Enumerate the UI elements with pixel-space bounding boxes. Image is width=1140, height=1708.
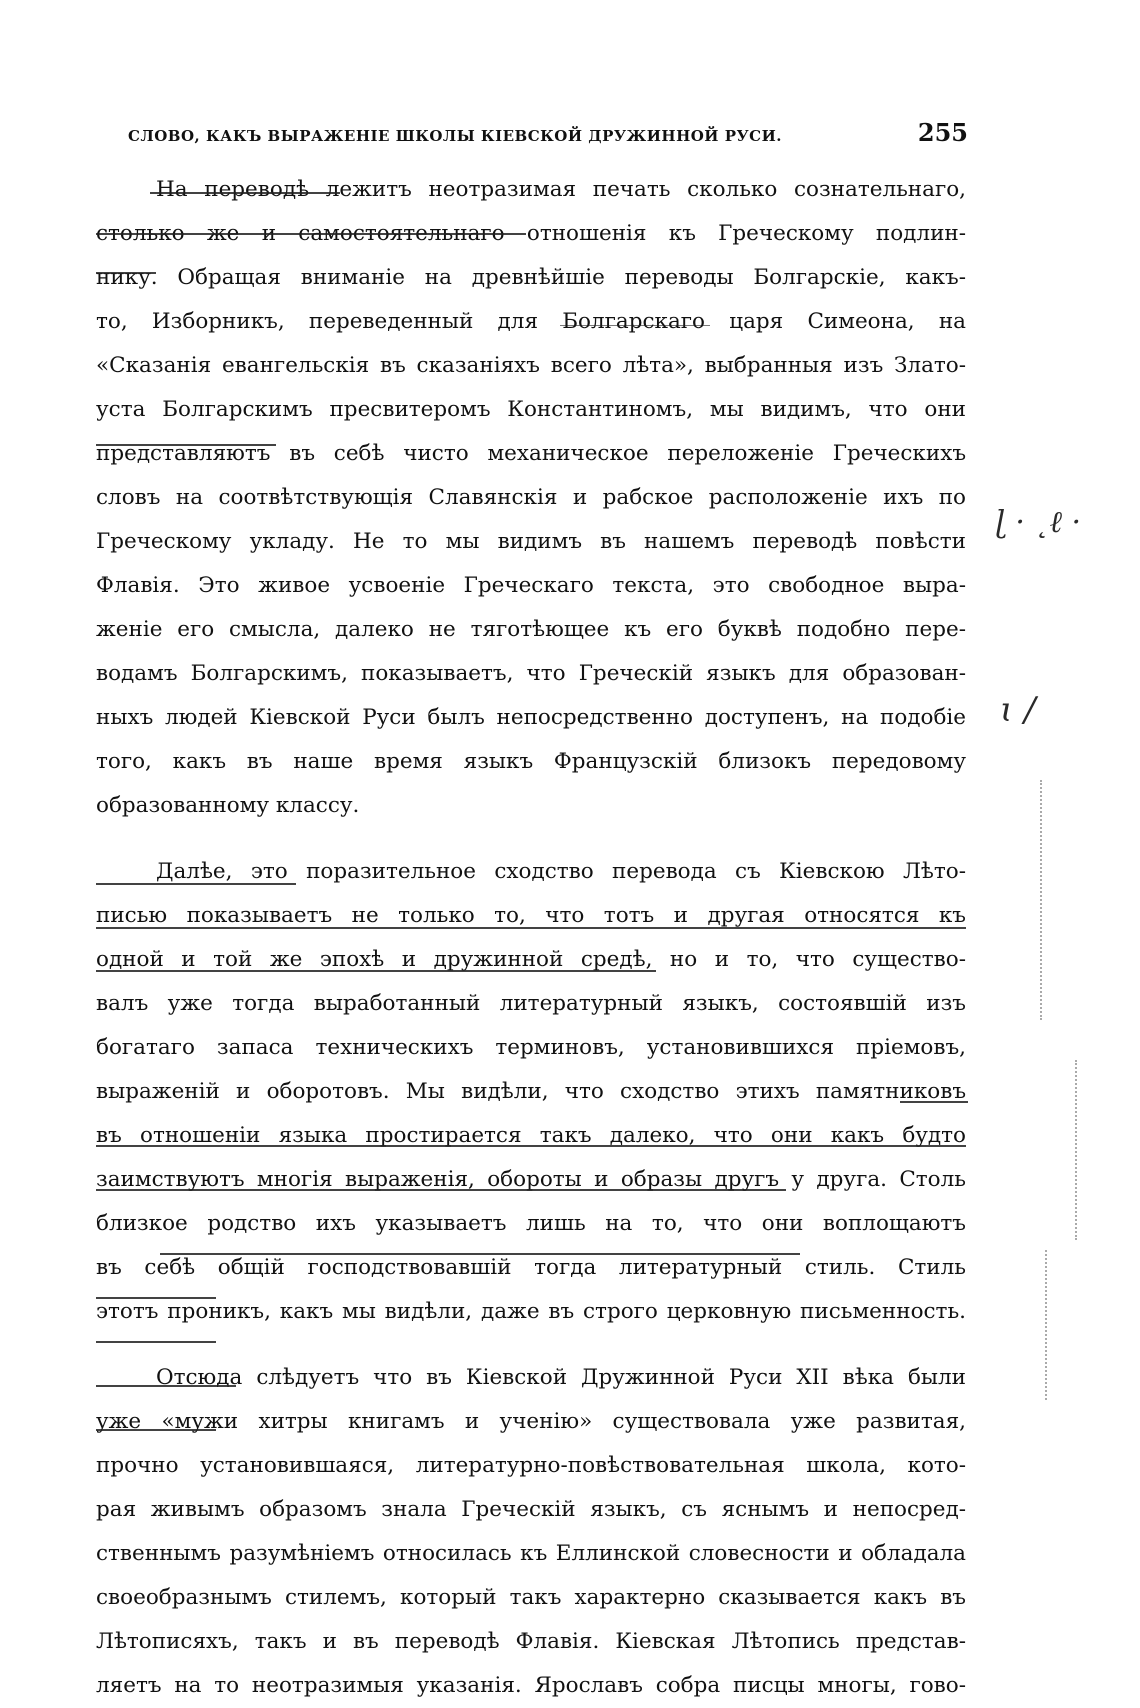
text-line: Лѣтописяхъ, такъ и въ переводѣ Флавія. Кіевская Лѣтопись представ- [96, 1629, 966, 1654]
text-line: словъ на соотвѣтствующія Славянскія и рабское расположеніе ихъ по [96, 485, 966, 510]
text-line: одной и той же эпохѣ и дружинной средѣ, но и то, что существо- [96, 947, 966, 972]
body-text [96, 168, 966, 1708]
paragraph-2 [96, 850, 966, 1334]
pencil-underline [96, 1189, 786, 1191]
text-line: прочно установившаяся, литературно-повѣствовательная школа, кото- [96, 1453, 966, 1478]
text-line: столько же и самостоятельнаго отношенія къ Греческому подлин- [96, 221, 966, 246]
pencil-underline [96, 1385, 236, 1387]
pencil-underline [96, 1429, 216, 1431]
text-line: нику. Обращая вниманіе на древнѣйшіе переводы Болгарскіе, какъ- [96, 265, 966, 290]
pencil-underline [150, 192, 340, 194]
pencil-underline [96, 1145, 966, 1147]
pencil-underline [160, 1253, 800, 1255]
pencil-underline [96, 970, 656, 972]
text-line: женіе его смысла, далеко не тяготѣющее къ его буквѣ подобно пере- [96, 617, 966, 642]
text-line: своеобразнымъ стилемъ, который такъ характерно сказывается какъ въ [96, 1585, 966, 1610]
margin-dotted-mark [1075, 1060, 1077, 1240]
text-line: въ себѣ общій господствовавшій тогда литературный стиль. Стиль [96, 1255, 966, 1280]
text-line: въ отношеніи языка простирается такъ далеко, что они какъ будто [96, 1123, 966, 1148]
text-line: Флавія. Это живое усвоеніе Греческаго текста, это свободное выра- [96, 573, 966, 598]
margin-dotted-mark [1040, 780, 1042, 1020]
pencil-underline [96, 272, 156, 274]
paragraph-3 [96, 1356, 966, 1708]
margin-scribble: ɭ · ˛ℓ · [995, 505, 1082, 540]
text-line: того, какъ въ наше время языкъ Французскій близокъ передовому [96, 749, 966, 774]
text-line: Греческому укладу. Не то мы видимъ въ нашемъ переводѣ повѣсти [96, 529, 966, 554]
text-line: рая живымъ образомъ знала Греческій языкъ, съ яснымъ и непосред- [96, 1497, 966, 1522]
text-line: валъ уже тогда выработанный литературный языкъ, состоявшій изъ [96, 991, 966, 1016]
text-line: ственнымъ разумѣніемъ относилась къ Еллинской словесности и обладала [96, 1541, 966, 1566]
text-line: богатаго запаса техническихъ терминовъ, установившихся пріемовъ, [96, 1035, 966, 1060]
text-line: Отсюда слѣдуетъ что въ Кіевской Дружинной Руси XII вѣка были [156, 1365, 966, 1390]
page-header [128, 118, 968, 147]
text-line: представляютъ въ себѣ чисто механическое переложеніе Греческихъ [96, 441, 966, 466]
page-number: 255 [917, 118, 968, 147]
pencil-underline [560, 325, 710, 326]
running-title: СЛОВО, КАКЪ ВЫРАЖЕНІЕ ШКОЛЫ КІЕВСКОЙ ДРУЖИННОЙ РУСИ. [128, 127, 782, 145]
text-line: Далѣе, это поразительное сходство перевода съ Кіевскою Лѣто- [156, 859, 966, 884]
text-line: этотъ проникъ, какъ мы видѣли, даже въ строго церковную письменность. [96, 1299, 966, 1324]
text-line: уста Болгарскимъ пресвитеромъ Константиномъ, мы видимъ, что они [96, 397, 966, 422]
pencil-underline [900, 1101, 968, 1103]
pencil-underline [96, 927, 966, 929]
text-line: уже «мужи хитры книгамъ и ученію» существовала уже развитая, [96, 1409, 966, 1434]
pencil-underline [96, 1297, 216, 1299]
text-line: выраженій и оборотовъ. Мы видѣли, что сходство этихъ памятниковъ [96, 1079, 966, 1104]
paragraph-1 [96, 168, 966, 828]
text-line: ныхъ людей Кіевской Руси былъ непосредственно доступенъ, на подобіе [96, 705, 966, 730]
text-line: водамъ Болгарскимъ, показываетъ, что Греческій языкъ для образован- [96, 661, 966, 686]
pencil-underline [96, 233, 526, 235]
text-line: «Сказанія евангельскія въ сказаніяхъ всего лѣта», выбранныя изъ Злато- [96, 353, 966, 378]
text-line: писью показываетъ не только то, что тотъ и другая относятся къ [96, 903, 966, 928]
text-line: ляетъ на то неотразимыя указанія. Ярославъ собра писцы многы, гово- [96, 1673, 966, 1698]
text-line: то, Изборникъ, переведенный для Болгарскаго царя Симеона, на [96, 309, 966, 334]
text-line: На переводѣ лежитъ неотразимая печать сколько сознательнаго, [156, 177, 966, 202]
pencil-underline [96, 444, 276, 446]
text-line: близкое родство ихъ указываетъ лишь на то, что они воплощаютъ [96, 1211, 966, 1236]
text-line: образованному классу. [96, 793, 360, 818]
text-line: заимствуютъ многія выраженія, обороты и образы другъ у друга. Столь [96, 1167, 966, 1192]
pencil-underline [96, 883, 296, 885]
margin-dotted-mark [1045, 1250, 1047, 1400]
pencil-underline [96, 1341, 216, 1343]
margin-scribble: ɩ / [1000, 690, 1036, 730]
